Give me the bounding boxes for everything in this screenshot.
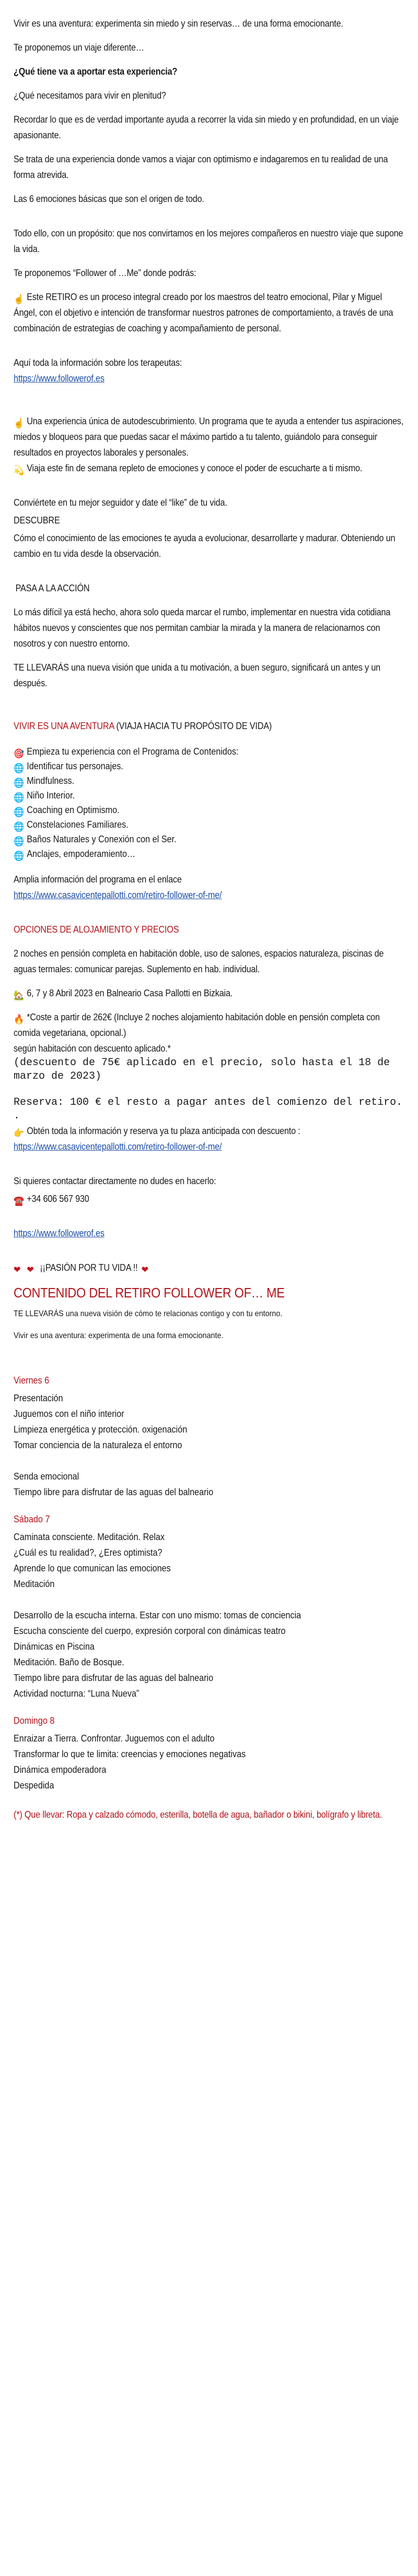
list-item: 🌐 Anclajes, empoderamiento… (14, 849, 136, 861)
schedule-line: Caminata consciente. Meditación. Relax (14, 1532, 165, 1542)
program-more-info: Amplia información del programa en el enlace (14, 874, 182, 885)
reservation-detail: Reserva: 100 € el resto a pagar antes del comienzo del retiro. (14, 1096, 403, 1108)
schedule-line: Transformar lo que te limita: creencias y emociones negativas (14, 1749, 246, 1759)
schedule-line: Desarrollo de la escucha interna. Estar con uno mismo: tomas de conciencia (14, 1610, 301, 1620)
contents-sub1: TE LLEVARÁS una nueva visión de cómo te relacionas contigo y con tu entorno. (14, 1309, 283, 1318)
fire-icon: 🔥 (14, 1014, 24, 1024)
list-item: 🌐 Niño Interior. (14, 790, 75, 803)
intro-p11: 💫 Viaja este fin de semana repleto de emociones y conoce el poder de escucharte a ti mismo. (14, 463, 363, 475)
location-icon: 🏡 (14, 990, 24, 1000)
intro-p14: Cómo el conocimiento de las emociones te ayuda a evolucionar, desarrollarte y madurar. Obteniendo un cambio en tu vida desde la observación. (14, 533, 396, 559)
heart-icon: ❤ (141, 1265, 149, 1275)
intro-p12: Conviértete en tu mejor seguidor y date el “like” de tu vida. (14, 497, 227, 508)
contact-text: Si quieres contactar directamente no dudes en hacerlo: (14, 1176, 216, 1186)
intro-p4: Se trata de una experiencia donde vamos a viajar con optimismo e indagaremos en tu realidad de una forma atrevida. (14, 154, 388, 180)
schedule-line: Enraizar a Tierra. Confrontar. Juguemos con el adulto (14, 1733, 215, 1744)
hand-right-icon: 👉 (14, 1128, 24, 1138)
globe-icon: 🌐 (14, 792, 25, 803)
sparkles-icon: 💫 (14, 465, 24, 475)
schedule-line: Presentación (14, 1393, 63, 1403)
globe-icon: 🌐 (14, 778, 25, 788)
schedule-line: ¿Cuál es tu realidad?, ¿Eres optimista? (14, 1547, 162, 1558)
schedule-line: Meditación (14, 1579, 55, 1589)
day-sunday (14, 1713, 407, 1793)
program-list (14, 744, 407, 861)
intro-p10: ☝️ Una experiencia única de autodescubrimiento. Un programa que te ayuda a entender tus aspiraciones, miedos y bloqueos para que puedas sacar el máximo partido a tu talento, guiándolo para conseguir resultados en proyectos laborales y personales. (14, 416, 404, 458)
list-item: 🌐 Mindfulness. (14, 776, 75, 788)
contents-sub2: Vivir es una aventura: experimenta de una forma emocionante. (14, 1331, 224, 1340)
schedule-line: Aprende lo que comunican las emociones (14, 1563, 171, 1573)
intro-p6: Todo ello, con un propósito: que nos convirtamos en los mejores compañeros en nuestro viaje que supone la vida. (14, 228, 403, 254)
intro-question-1: ¿Qué tiene va a aportar esta experiencia? (14, 66, 178, 77)
schedule-line (14, 1592, 407, 1607)
followerof-link-2[interactable]: https://www.followerof.es (14, 1228, 104, 1238)
lodging-dates: 🏡 6, 7 y 8 Abril 2023 en Balneario Casa Pallotti en Bizkaia. (14, 988, 233, 1000)
program-link[interactable]: https://www.casavicentepallotti.com/retiro-follower-of-me/ (14, 890, 222, 900)
separator-dot: . (14, 1110, 20, 1122)
intro-p17: TE LLEVARÁS una nueva visión que unida a tu motivación, a buen seguro, significará un antes y un después. (14, 662, 380, 688)
contents-title: CONTENIDO DEL RETIRO FOLLOWER OF… ME (14, 1285, 285, 1301)
passion-line: ❤ ❤ ¡¡PASIÓN POR TU VIDA !! ❤ (14, 1260, 407, 1275)
lodging-cost: 🔥 *Coste a partir de 262€ (Incluye 2 noches alojamiento habitación doble en pensión completa con comida vegetariana, opcional.) (14, 1012, 380, 1038)
therapists-info: Aquí toda la información sobre los terapeutas: (14, 357, 182, 368)
discover-heading: DESCUBRE (14, 515, 60, 526)
intro-p16: Lo más difícil ya está hecho, ahora solo queda marcar el rumbo, implementar en nuestra vida cotidiana hábitos nuevos y conscientes que nos permitan cambiar la mirada y la manera de relacionarnos con nosotros y con nuestro entorno. (14, 607, 391, 649)
schedule-line: Dinámicas en Piscina (14, 1641, 95, 1652)
list-item: 🌐 Identificar tus personajes. (14, 761, 123, 773)
intro-question-2: ¿Qué necesitamos para vivir en plenitud? (14, 90, 166, 101)
phone-number[interactable]: ☎️ +34 606 567 930 (14, 1194, 89, 1206)
globe-icon: 🌐 (14, 851, 25, 861)
hand-point-icon: ☝️ (14, 294, 24, 304)
intro-p8: ☝️ Este RETIRO es un proceso integral creado por los maestros del teatro emocional, Pilar y Miguel Ángel, con el objetivo e intención de transformar nuestros patrones de comportamiento, a través de una combinación de estrategias de coaching y acompañamiento de personal. (14, 292, 393, 333)
globe-icon: 🌐 (14, 836, 25, 846)
intro-p5: Las 6 emociones básicas que son el origen de todo. (14, 194, 204, 204)
action-heading: PASA A LA ACCIÓN (15, 583, 90, 593)
list-item: 🌐 Coaching en Optimismo. (14, 805, 120, 817)
schedule-line: Escucha consciente del cuerpo, expresión corporal con dinámicas teatro (14, 1626, 286, 1636)
discount-detail: (descuento de 75€ aplicado en el precio, solo hasta el 18 de marzo de 2023) (14, 1057, 390, 1082)
day-friday (14, 1373, 407, 1500)
schedule-line: Actividad nocturna: “Luna Nueva” (14, 1688, 140, 1699)
lodging-info: 👉 Obtén toda la información y reserva ya tu plaza anticipada con descuento : (14, 1126, 300, 1138)
what-to-bring: (*) Que llevar: Ropa y calzado cómodo, esterilla, botella de agua, bañador o bikini, bolígrafo y libreta. (14, 1809, 382, 1820)
globe-icon: 🌐 (14, 763, 25, 773)
schedule-line: Dinámica empoderadora (14, 1764, 107, 1775)
schedule-line: Limpieza energética y protección. oxigenación (14, 1424, 188, 1435)
schedule-line: Juguemos con el niño interior (14, 1409, 124, 1419)
lodging-title: OPCIONES DE ALOJAMIENTO Y PRECIOS (14, 924, 179, 935)
intro-p2: Te proponemos un viaje diferente… (14, 42, 144, 53)
schedule-line: Meditación. Baño de Bosque. (14, 1657, 124, 1667)
day-title: Sábado 7 (14, 1514, 50, 1524)
day-title: Viernes 6 (14, 1375, 50, 1386)
globe-icon: 🌐 (14, 807, 25, 817)
intro-p1: Vivir es una aventura: experimenta sin miedo y sin reservas… de una forma emocionante. (14, 18, 343, 29)
schedule-line: Tiempo libre para disfrutar de las aguas del balneario (14, 1487, 214, 1497)
intro-p7: Te proponemos “Follower of …Me” donde podrás: (14, 268, 196, 278)
hand-point-icon: ☝️ (14, 418, 24, 428)
heart-icon: ❤ (14, 1265, 21, 1275)
heart-icon: ❤ (27, 1265, 34, 1275)
day-saturday (14, 1511, 407, 1701)
adventure-title: VIVIR ES UNA AVENTURA (VIAJA HACIA TU PROPÓSITO DE VIDA) (14, 721, 272, 731)
schedule-line (14, 1453, 407, 1469)
list-item: 🎯 Empieza tu experiencia con el Programa de Contenidos: (14, 746, 239, 759)
schedule-line: Tiempo libre para disfrutar de las aguas del balneario (14, 1673, 214, 1683)
globe-icon: 🌐 (14, 821, 25, 832)
followerof-link[interactable]: https://www.followerof.es (14, 373, 104, 384)
phone-icon: ☎️ (14, 1196, 24, 1206)
schedule-line: Despedida (14, 1780, 54, 1791)
lodging-discount-note: según habitación con descuento aplicado.* (14, 1043, 171, 1054)
day-title: Domingo 8 (14, 1715, 55, 1726)
article (14, 16, 407, 1831)
schedule-line: Senda emocional (14, 1471, 79, 1482)
list-item: 🌐 Baños Naturales y Conexión con el Ser. (14, 834, 177, 846)
schedule-line: Tomar conciencia de la naturaleza el entorno (14, 1440, 182, 1450)
intro-p3: Recordar lo que es de verdad importante ayuda a recorrer la vida sin miedo y en profundidad, en un viaje apasionante. (14, 114, 399, 140)
reserve-link[interactable]: https://www.casavicentepallotti.com/retiro-follower-of-me/ (14, 1141, 222, 1152)
lodging-p1: 2 noches en pensión completa en habitación doble, uso de salones, espacios naturaleza, piscinas de aguas termales: comunicar parejas. Suplemento en hab. individual. (14, 948, 384, 974)
list-item: 🌐 Constelaciones Familiares. (14, 819, 129, 832)
target-icon: 🎯 (14, 748, 25, 759)
